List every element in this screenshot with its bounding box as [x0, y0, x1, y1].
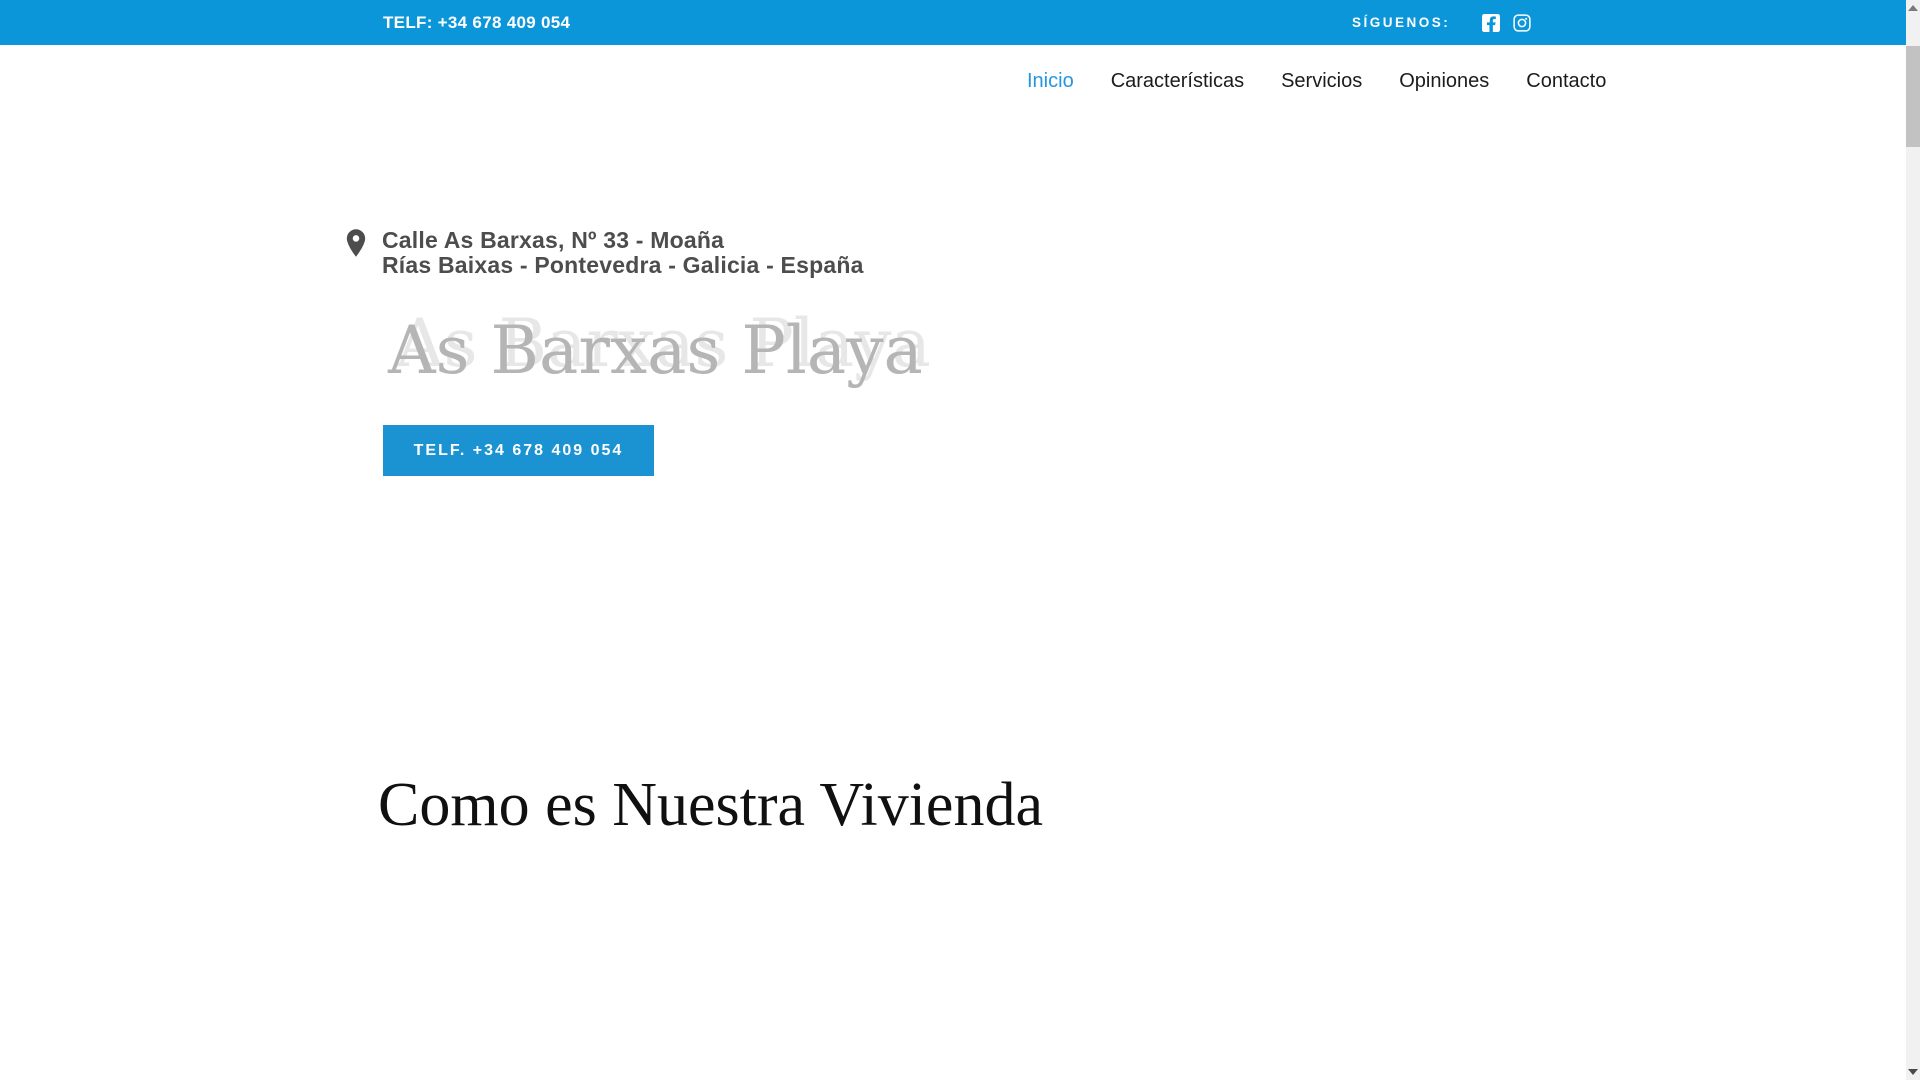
site-title: As Barxas Playa: [388, 312, 923, 389]
address-block: [382, 228, 864, 278]
facebook-icon[interactable]: [1482, 14, 1500, 32]
address-line-1: Calle As Barxas, Nº 33 - Moaña: [382, 227, 725, 253]
main-nav: [1027, 45, 1606, 117]
nav-item-inicio[interactable]: Inicio: [1027, 69, 1074, 92]
nav-item-servicios[interactable]: Servicios: [1281, 69, 1363, 92]
location-pin-icon: [345, 229, 367, 257]
nav-item-caracteristicas[interactable]: Características: [1110, 69, 1245, 92]
instagram-icon[interactable]: [1513, 14, 1531, 32]
topbar-follow: [1352, 0, 1531, 45]
vertical-scrollbar[interactable]: [1906, 0, 1920, 1080]
topbar: [0, 0, 1906, 45]
nav-item-contacto[interactable]: Contacto: [1526, 69, 1607, 92]
social-icons: [1482, 14, 1531, 32]
scrollbar-thumb[interactable]: [1906, 46, 1920, 147]
phone-button[interactable]: TELF. +34 678 409 054: [383, 425, 654, 476]
nav-item-opiniones[interactable]: Opiniones: [1399, 69, 1490, 92]
address-line-2: Rías Baixas - Pontevedra - Galicia - España: [382, 252, 864, 278]
section-heading: Como es Nuestra Vivienda: [378, 771, 1043, 839]
scroll-down-icon[interactable]: [1908, 1069, 1918, 1075]
scroll-up-icon[interactable]: [1908, 5, 1918, 11]
topbar-phone: TELF: +34 678 409 054: [383, 12, 571, 32]
header: [0, 45, 1906, 117]
follow-label: SÍGUENOS:: [1352, 15, 1451, 30]
